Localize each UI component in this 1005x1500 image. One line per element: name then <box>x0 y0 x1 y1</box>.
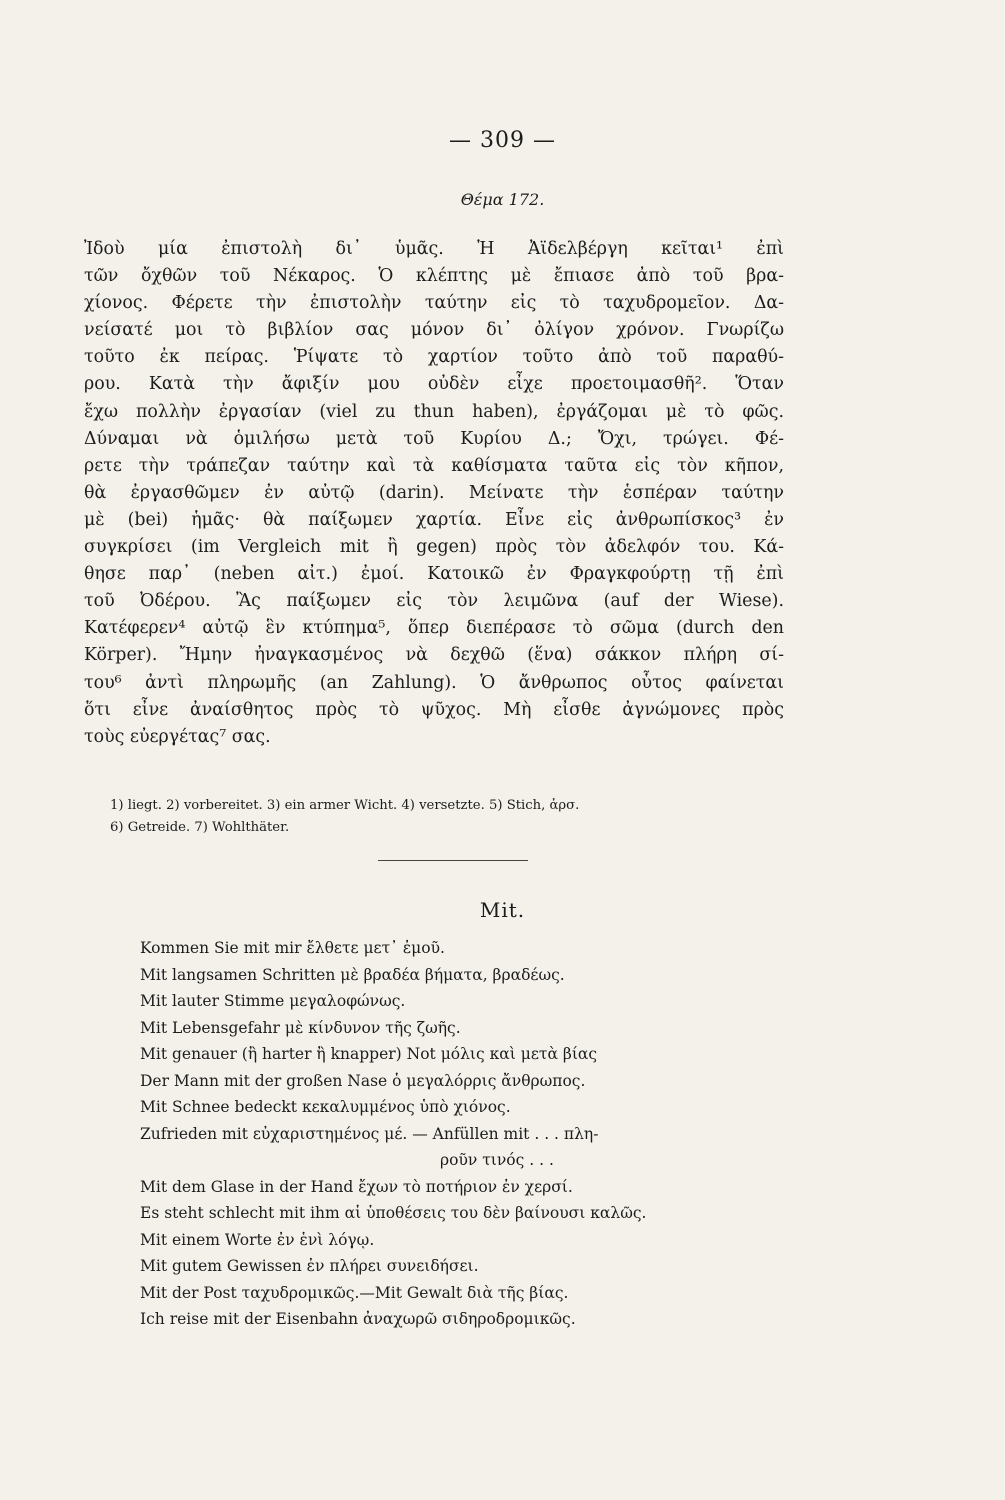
paragraph-line: Δύναμαι νὰ ὁμιλήσω μετὰ τοῦ Κυρίου Δ.; Ὄχι, τρώγει. Φέ- <box>84 428 784 449</box>
paragraph-line: ρετε τὴν τράπεζαν ταύτην καὶ τὰ καθίσματα ταῦτα εἰς τὸν κῆπον, <box>84 455 784 476</box>
phrase-line: Mit dem Glase in der Hand ἔχων τὸ ποτήριον ἐν χερσί. <box>140 1177 573 1196</box>
phrase-line: ροῦν τινός . . . <box>440 1151 554 1169</box>
paragraph-line: τῶν ὄχθῶν τοῦ Νέκαρος. Ὁ κλέπτης μὲ ἔπιασε ἀπὸ τοῦ βρα- <box>84 266 784 287</box>
phrase-line: Ich reise mit der Eisenbahn ἀναχωρῶ σιδηροδρομικῶς. <box>140 1310 576 1328</box>
phrase-line: Mit lauter Stimme μεγαλοφώνως. <box>140 992 406 1010</box>
page-number: — 309 — <box>449 128 556 153</box>
phrase-line: Mit einem Worte ἐν ἑνὶ λόγῳ. <box>140 1230 375 1249</box>
paragraph-line: συγκρίσει (im Vergleich mit ἢ gegen) πρὸς τὸν ἀδελφόν του. Κά- <box>84 537 784 558</box>
paragraph-line: ἔχω πολλὴν ἐργασίαν (viel zu thun haben), ἐργάζομαι μὲ τὸ φῶς. <box>84 401 784 422</box>
paragraph-line: τοῦτο ἐκ πείρας. Ῥίψατε τὸ χαρτίον τοῦτο ἀπὸ τοῦ παραθύ- <box>84 347 784 368</box>
paragraph-line: Körper). Ἤμην ἠναγκασμένος νὰ δεχθῶ (ἕνα) σάκκον πλήρη σί- <box>84 645 784 666</box>
paragraph-line: θὰ ἐργασθῶμεν ἐν αὐτῷ (darin). Μείνατε τὴν ἑσπέραν ταύτην <box>84 482 784 503</box>
footnotes <box>110 795 780 839</box>
phrase-line: Mit langsamen Schritten μὲ βραδέα βήματα, βραδέως. <box>140 965 565 984</box>
footnote-line: 1) liegt. 2) vorbereitet. 3) ein armer Wicht. 4) versetzte. 5) Stich, ἀρσ. <box>110 798 580 813</box>
phrase-line: Der Mann mit der großen Nase ὁ μεγαλόρρις ἄνθρωπος. <box>140 1071 586 1090</box>
exercise-paragraph <box>84 236 784 751</box>
paragraph-line: χίονος. Φέρετε τὴν ἐπιστολὴν ταύτην εἰς τὸ ταχυδρομεῖον. Δα- <box>84 293 784 314</box>
section-divider <box>378 860 528 861</box>
paragraph-line: ρου. Κατὰ τὴν ἄφιξίν μου οὐδὲν εἶχε προετοιμασθῆ². Ὅταν <box>84 374 784 395</box>
phrase-line: Es steht schlecht mit ihm αἱ ὑποθέσεις του δὲν βαίνουσι καλῶς. <box>140 1204 647 1222</box>
paragraph-line: Κατέφερεν⁴ αὐτῷ ἓν κτύπημα⁵, ὅπερ διεπέρασε τὸ σῶμα (durch den <box>84 618 784 639</box>
phrase-line: Mit der Post ταχυδρομικῶς.—Mit Gewalt διὰ τῆς βίας. <box>140 1283 569 1302</box>
paragraph-line: του⁶ ἀντὶ πληρωμῆς (an Zahlung). Ὁ ἄνθρωπος οὗτος φαίνεται <box>84 672 784 693</box>
phrase-line: Zufrieden mit εὐχαριστημένος μέ. — Anfüllen mit . . . πλη- <box>140 1124 599 1143</box>
phrase-line: Mit gutem Gewissen ἐν πλήρει συνειδήσει. <box>140 1257 479 1275</box>
phrase-line: Mit Schnee bedeckt κεκαλυμμένος ὑπὸ χιόνος. <box>140 1098 511 1116</box>
paragraph-line: μὲ (bei) ἡμᾶς· θὰ παίξωμεν χαρτία. Εἶνε εἰς ἀνθρωπίσκος³ ἐν <box>84 509 784 530</box>
section-title: Mit. <box>479 898 526 922</box>
paragraph-line: τοὺς εὐεργέτας⁷ σας. <box>84 726 271 747</box>
phrase-line: Mit Lebensgefahr μὲ κίνδυνον τῆς ζωῆς. <box>140 1018 461 1037</box>
footnote-line: 6) Getreide. 7) Wohlthäter. <box>110 820 290 835</box>
phrase-line: Kommen Sie mit mir ἔλθετε μετ᾽ ἐμοῦ. <box>140 939 445 957</box>
paragraph-line: νείσατέ μοι τὸ βιβλίον σας μόνον δι᾽ ὀλίγον χρόνον. Γνωρίζω <box>84 320 784 341</box>
paragraph-line: Ἰδοὺ μία ἐπιστολὴ δι᾽ ὑμᾶς. Ἡ Ἀϊδελβέργη κεῖται¹ ἐπὶ <box>84 239 784 259</box>
phrase-line: Mit genauer (ἢ harter ἢ knapper) Not μόλις καὶ μετὰ βίας <box>140 1045 598 1063</box>
paragraph-line: ὅτι εἶνε ἀναίσθητος πρὸς τὸ ψῦχος. Μὴ εἶσθε ἀγνώμονες πρὸς <box>84 699 784 720</box>
paragraph-line: τοῦ Ὀδέρου. Ἂς παίξωμεν εἰς τὸν λειμῶνα (auf der Wiese). <box>84 591 784 612</box>
paragraph-line: θησε παρ᾽ (neben αἰτ.) ἐμοί. Κατοικῶ ἐν Φραγκφούρτῃ τῇ ἐπὶ <box>84 564 784 585</box>
exercise-heading: Θέμα 172. <box>460 190 545 209</box>
phrase-list <box>140 935 780 1333</box>
